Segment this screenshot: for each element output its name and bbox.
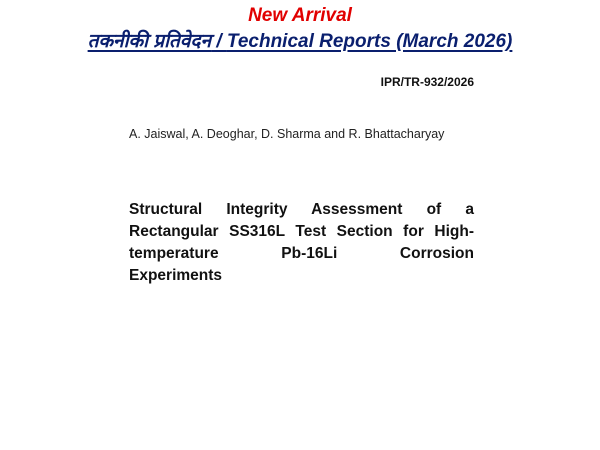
technical-reports-heading[interactable]: [0, 29, 600, 55]
report-title-line: temperature Pb-16Li Corrosion: [129, 245, 474, 262]
new-arrival-label: New Arrival: [248, 5, 352, 26]
report-title-line: Experiments: [129, 267, 223, 284]
heading-english: Technical Reports (March 2026): [226, 31, 513, 52]
report-title-line: Structural Integrity Assessment of a: [129, 201, 474, 218]
heading-hindi: तकनीकी प्रतिवेदन: [87, 31, 212, 52]
report-title: [129, 199, 474, 287]
report-number: IPR/TR-932/2026: [380, 75, 474, 89]
announcement-banner: [0, 4, 600, 55]
heading-separator: /: [211, 31, 227, 52]
report-authors: A. Jaiswal, A. Deoghar, D. Sharma and R. Bhattacharyay: [129, 127, 445, 141]
report-title-line: Rectangular SS316L Test Section for High-: [129, 223, 474, 240]
